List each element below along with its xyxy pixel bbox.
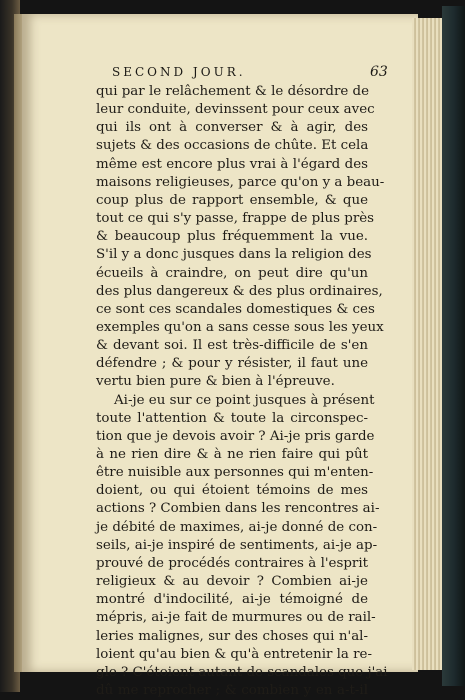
text-line: loient qu'au bien & qu'à entretenir la re- (96, 646, 373, 662)
text-line: Ai-je eu sur ce point jusques à présent (114, 392, 375, 408)
text-line: toute l'attention & toute la circonspec- (96, 410, 368, 426)
text-line: religieux & au devoir ? Combien ai-je (96, 574, 368, 590)
text-line: écueils à craindre, on peut dire qu'un (96, 265, 368, 281)
text-line: défendre ; & pour y résister, il faut une (96, 356, 368, 372)
text-line: sujets & des occasions de chûte. Et cela (96, 138, 369, 154)
text-line: tion que je devois avoir ? Ai-je pris garde (96, 428, 375, 444)
text-line: & devant soi. Il est très-difficile de s'en (96, 338, 368, 354)
text-line: leur conduite, devinssent pour ceux avec (96, 102, 375, 118)
page-edges (412, 18, 444, 670)
text-line: prouvé de procédés contraires à l'esprit (96, 555, 368, 571)
text-line: leries malignes, sur des choses qui n'al- (96, 628, 368, 644)
text-line: maisons religieuses, parce qu'on y a beau- (96, 174, 385, 190)
text-line: mépris, ai-je fait de murmures ou de rail- (96, 610, 376, 626)
text-line: être nuisible aux personnes qui m'enten- (96, 465, 374, 481)
text-line: qui ils ont à converser & à agir, des (96, 120, 368, 136)
text-line: des plus dangereux & des plus ordinaires, (96, 283, 383, 299)
text-line: dû me reprocher ; & combien y en a-t-il (96, 682, 368, 698)
text-line: exemples qu'on a sans cesse sous les yeux (96, 319, 384, 335)
text-line: coup plus de rapport ensemble, & que (96, 192, 368, 208)
text-line: ce sont ces scandales domestiques & ces (96, 301, 375, 317)
text-line: qui par le relâchement & le désordre de (96, 84, 370, 99)
text-line: tout ce qui s'y passe, frappe de plus près (96, 211, 375, 227)
text-line: & beaucoup plus fréquemment la vue. (96, 229, 368, 245)
text-line: je débité de maximes, ai-je donné de con- (96, 519, 378, 535)
text-line: S'il y a donc jusques dans la religion des (96, 247, 372, 263)
text-line: seils, ai-je inspiré de sentiments, ai-je ap- (96, 537, 378, 553)
running-title: SECOND JOUR. (112, 65, 246, 79)
page-number: 63 (370, 64, 388, 80)
text-line: doient, ou qui étoient témoins de mes (96, 483, 368, 499)
text-line: montré d'indocilité, ai-je témoigné de (96, 592, 368, 608)
text-line: gle ? C'étoient autant de scandales que j'ai (96, 664, 388, 680)
text-line: actions ? Combien dans les rencontres ai- (96, 501, 380, 517)
text-line: à ne rien dire & à ne rien faire qui pût (96, 447, 368, 462)
text-line: même est encore plus vrai à l'égard des (96, 156, 368, 172)
text-line: vertu bien pure & bien à l'épreuve. (96, 374, 335, 390)
book-cover-right (442, 6, 465, 686)
